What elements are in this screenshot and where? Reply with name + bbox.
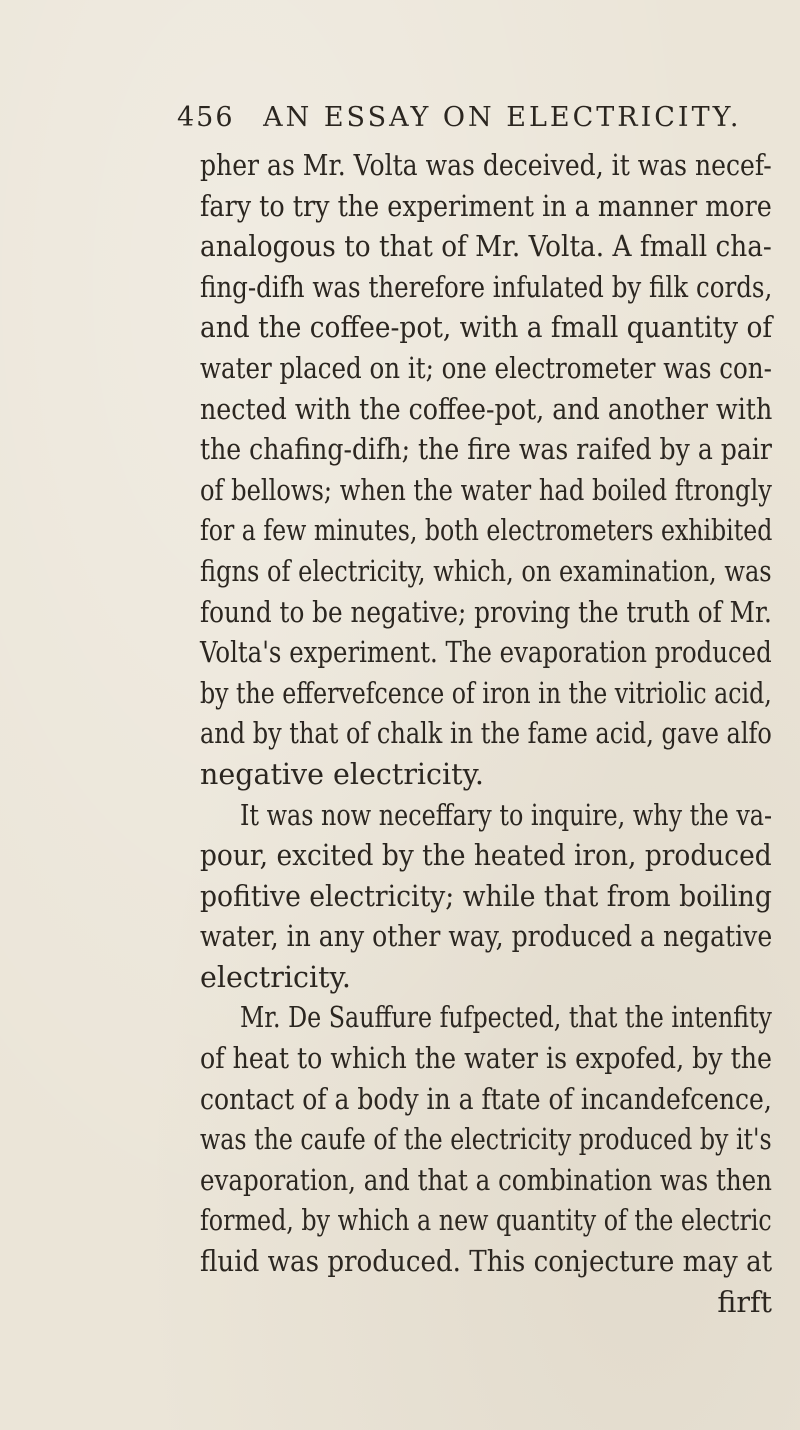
text-line: evaporation, and that a combination was then [200,1163,772,1197]
page-header [177,102,742,133]
text-line: contact of a body in a ftate of incandefcence, [200,1082,772,1116]
body-text [200,146,800,1323]
text-line: was the caufe of the electricity produced by it's [200,1123,772,1157]
text-line: negative electricity. [200,757,484,791]
text-line: figns of electricity, which, on examination, was [200,554,772,588]
text-line: pour, excited by the heated iron, produced [200,839,772,873]
text-line: fing-difh was therefore infulated by filk cords, [200,270,773,304]
text-line: the chafing-difh; the fire was raifed by a pair [200,433,772,467]
text-line: water, in any other way, produced a negative [200,920,773,954]
text-line: formed, by which a new quantity of the electric [200,1204,772,1238]
catchword: firft [717,1285,772,1319]
text-line: and the coffee-pot, with a fmall quantity of [200,311,773,345]
text-line: for a few minutes, both electrometers exhibited [200,514,773,548]
page-number: 456 [177,102,235,133]
text-line: pofitive electricity; while that from boiling [200,879,772,913]
text-line: water placed on it; one electrometer was con- [200,351,772,385]
text-line: nected with the coffee-pot, and another with [200,392,773,426]
text-line: fluid was produced. This conjecture may at [200,1245,773,1279]
text-line: by the effervefcence of iron in the vitriolic acid, [200,676,772,710]
text-line: Volta's experiment. The evaporation produced [200,636,772,670]
text-line: of heat to which the water is expofed, by the [200,1042,772,1076]
text-line: fary to try the experiment in a manner more [200,189,772,223]
text-line: and by that of chalk in the fame acid, gave alfo [200,717,772,751]
text-line: of bellows; when the water had boiled ftrongly [200,473,772,507]
paragraph-start-line: Mr. De Sauffure fufpected, that the intenfity [240,1001,772,1035]
text-line: found to be negative; proving the truth of Mr. [200,595,772,629]
text-line: pher as Mr. Volta was deceived, it was necef- [200,149,772,182]
text-line: electricity. [200,960,351,994]
text-line: analogous to that of Mr. Volta. A fmall cha- [200,230,772,264]
paragraph-start-line: It was now neceffary to inquire, why the va- [240,798,773,832]
running-title: AN ESSAY ON ELECTRICITY. [263,102,742,133]
